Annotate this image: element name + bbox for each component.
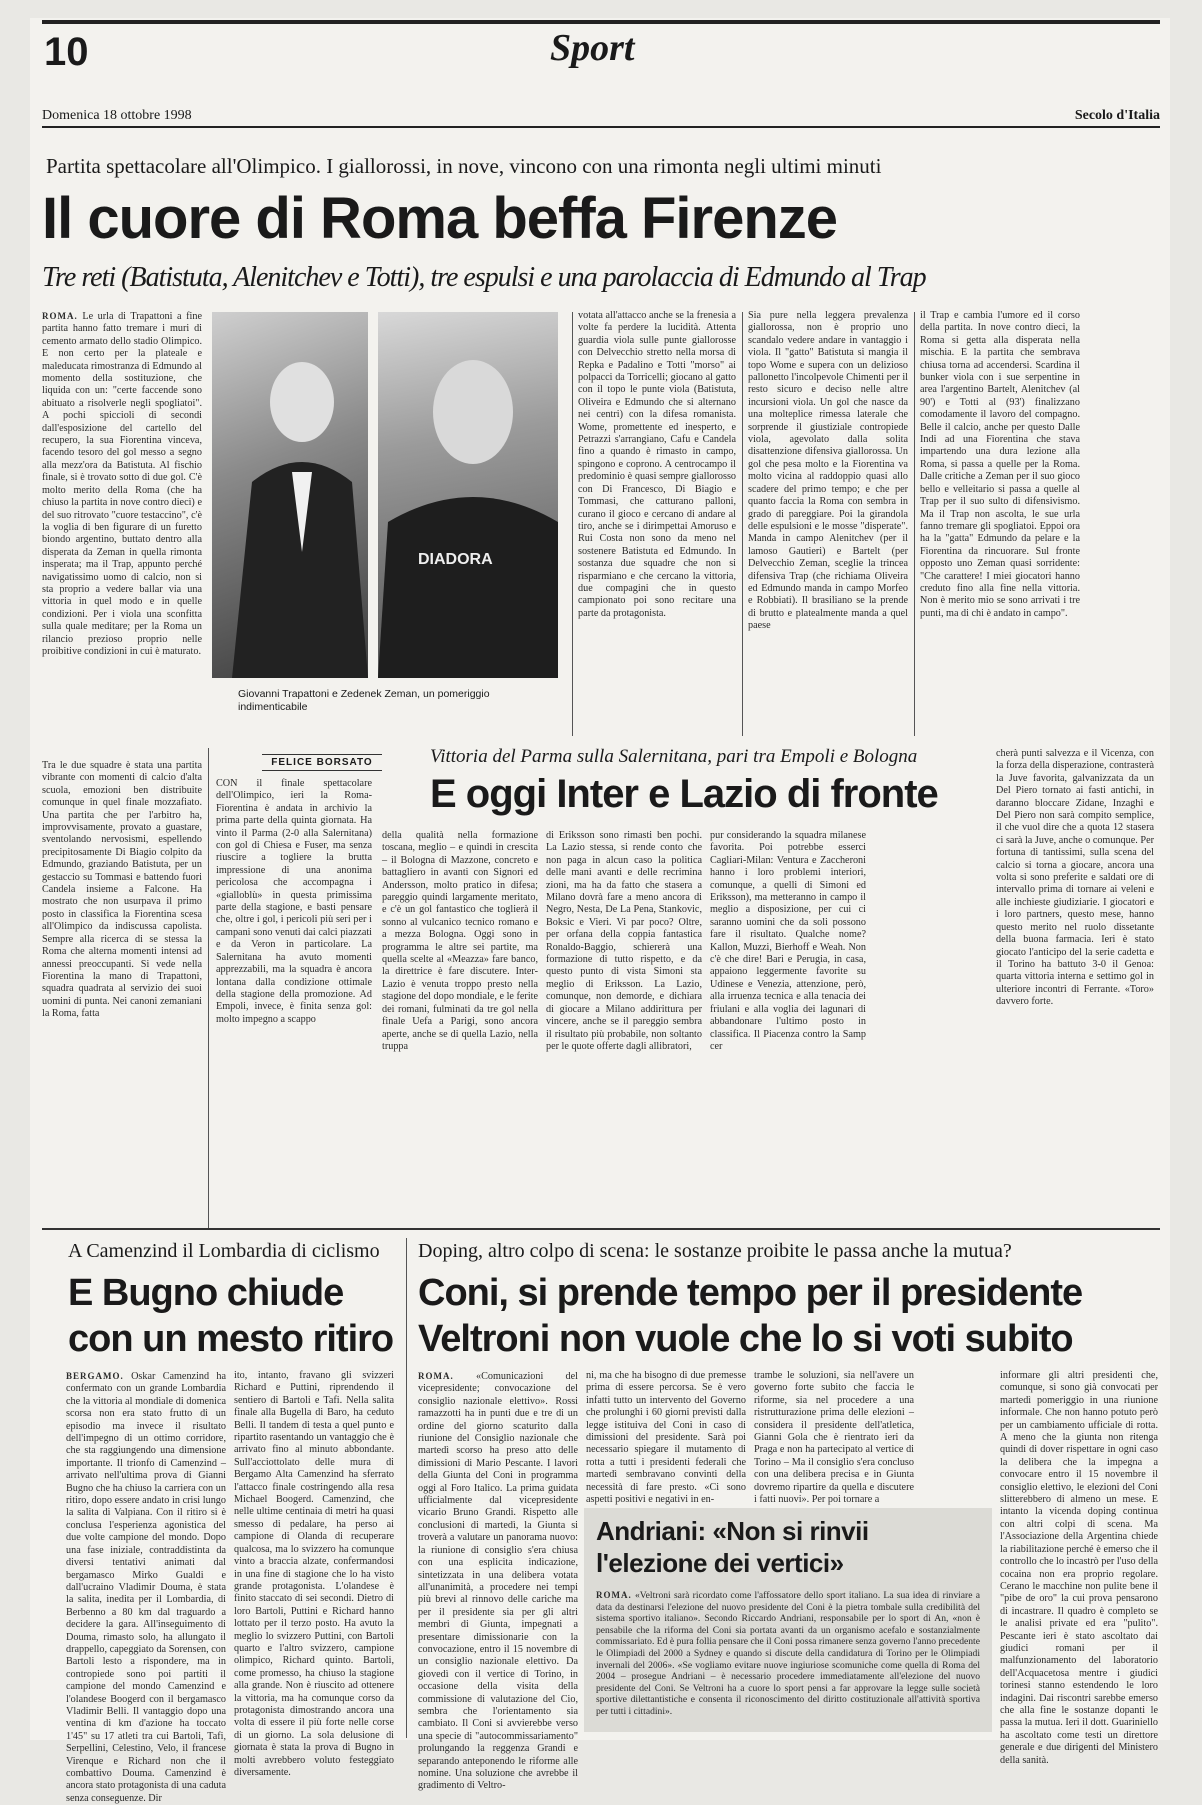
doping-column-2: ni, ma che ha bisogno di due premesse prima di essere percorsa. Se è vero infatti tutto un intervento del Governo che prolunghi i 60 giorni previsti dalla legge istituiva del Coni in caso di dimissioni del presidente. Sarà poi necessario spiegare il mutamento di rotta a tutti i presidenti federali che martedì sembravano convinti della necessità di fare presto. «Ci sono aspetti positivi e negativi in en- [586,1370,746,1506]
section-divider [42,1228,1160,1230]
cycling-col1-text: Oskar Camenzind ha confermato con un grande Lombardia che la vittoria al mondiale di domenica scorsa non era stato frutto di un episodio ma invece il risultato dell'impegno di un ottimo corridore, che sta raggiungendo una dimensione importante. Il trionfo di Camenzind – arrivato nell'ultima prova di Gianni Bugno che ha chiuso la carriera con un ritiro, dopo essere andato in crisi lungo la salita di Valpiana. Con il ritiro si è conclusa l'esperienza agonistica del due volte campione del mondo. Dopo una fase iniziale, contraddistinta da diversi tentativi animati dal bergamasco Mirko Gualdi e dall'ucraino Vladimir Douma, è stata la salita, inedita per il Lombardia, di Berbenno a 80 km dal traguardo a decidere la gara. All'inseguimento di Douma, rimasto solo, ha allungato il drappello, capeggiato da Sorensen, con Bartoli lesto a rispondere, ma in contropiede sono poi partiti il campione del mondo Camenzind e l'olandese Boogerd con il bergamasco Vladimir Belli. Il vantaggio dopo una ventina di km d'azione ha toccato 1'45" su 17 atleti tra cui Bartoli, Tafi, Serpellini, Celestino, Velo, il francese Virenque e Richard non che il combattivo Douma. Camenzind è ancora stato protagonista di una caduta senza conseguenze. Dir [66,1371,226,1804]
andriani-headline-2: l'elezione dei vertici» [596,1548,844,1578]
column-rule [572,312,573,736]
cycling-headline-1: E Bugno chiude [68,1272,344,1314]
lead-col1-text: Le urla di Trapattoni a fine partita hanno fatto tremare i muri di cemento armato dello stadio Olimpico. E non certo per la plateale e maleducata rimostranza di Edmundo al momento della sostituzione, che liquida con un: "certe faccende sono abituato a risolverle negli spogliatoi". A pochi spiccioli di secondi dall'esposizione del cartello del recupero, la sua Fiorentina vinceva, facendo tesoro del gol messo a segno alla mezz'ora da Batistuta. Al fischio finale, si è trovato sotto di due gol. C'è molto merito della Roma (che ha chiuso la partita in nove contro dieci) e del suo ritrovato "cuore testaccino", c'è la voglia di ben figurare di un furetto biondo argentino, buttato dentro alla disperata da Zeman in quella rimonta insperata; ma il Trap, appunto perché navigatissimo uomo di calcio, non si sta proprio a vedere ballar via una vittoria in quel modo e in quelle condizioni. Per i viola una sconfitta sulla quale meditare; per la Roma un rilancio prezioso proprio nelle proibitive condizioni in cui è maturato. [42,311,203,657]
second-headline: E oggi Inter e Lazio di fronte [430,772,938,816]
doping-column-1 [418,1370,578,1792]
doping-headline-1: Coni, si prende tempo per il presidente [418,1272,1083,1314]
photo-caption: Giovanni Trapattoni e Zedenek Zeman, un pomeriggio indimenticabile [238,688,490,713]
second-kicker: Vittoria del Parma sulla Salernitana, pari tra Empoli e Bologna [430,746,918,767]
andriani-body: «Veltroni sarà ricordato come l'affossatore dello sport italiano. La sua idea di rinviare a data da destinarsi l'elezione del nuovo presidente del Coni è la pietra tombale sulla credibilità del sistema sportivo italiano». Secondo Riccardo Andriani, responsabile per lo sport di An, «non è pensabile che la riforma del Coni sia portata avanti da un organismo acefalo e sostanzialmente commissariato. Ed è pura follia pensare che il Coni possa rimanere senza governo l'anno precedente le Olimpiadi del 2000 a Sydney e quando si discute della candidatura di Torino per le Olimpiadi invernali del 2006». «Se vogliamo evitare nuove ingiuriose scomuniche come quella di Roma del 2004 – prosegue Andriani – è necessario procedere immediatamente all'elezione del nuovo presidente del Coni. Se Veltroni ha a cuore lo sport pensi a far approvare la legge sulle società sportive dilettantistiche e consenta il riconoscimento del diritto costituzionale all'attività sportiva per tutti i cittadini». [596,1590,980,1717]
author-byline: FELICE BORSATO [262,754,382,771]
second-column-5: cherà punti salvezza e il Vicenza, con la forza della disperazione, contrasterà la Juve favorita, galvanizzata da un Del Piero tornato ai fasti antichi, in daranno bloccare Zidane, Inzaghi e Del Piero non sarà compito semplice, il che vuol dire che a quota 12 stasera ci sarà la Juve, anche o comunque. Per fortuna di tantissimi, sulla scena del calcio si torna a giocare, ancora una volta si sono preferite e saldati ore di intervallo prima di tornare ai veleni e alle inchieste giudiziarie. I giocatori e i loro partners, questo mese, hanno questo merito nel ruolo dissetante della buona farmacia. Ieri è stato giocato l'anticipo del la serie cadetta e il Torino ha battuto 3-0 il Genoa: quarta vittoria interna e settimo gol in ulteriore incontri di Ferrante. «Toro» davvero forte. [996,748,1154,1008]
column-rule [208,748,209,1228]
second-column-2: della qualità nella formazione toscana, meglio – e quindi in crescita – il Bologna di Mazzone, concreto e battagliero in avanti con Signori ed Andersson, molto pratico in difesa; pareggio quindi largamente meritato, e c'è un gol fantastico che toglierà il sonno al vulcanico tecnico romano e a mezza Bologna. Oggi sono in programma le altre sei partite, ma quella scelte al «Meazza» fare banco, la direttrice è fare discutere. Inter-Lazio è venuta troppo presto nella stagione del dopo mondiale, e le ferite dei romani, fulminati da tre gol nella finale Uefa a Parigi, sono ancora aperte, anche se di quella Lazio, nella truppa [382,830,538,1052]
photo-zeman-figure [378,312,558,678]
lead-kicker: Partita spettacolare all'Olimpico. I giallorossi, in nove, vincono con una rimonta negli ultimi minuti [46,154,882,178]
column-rule [914,312,915,736]
lead-dateline: ROMA. [42,311,78,321]
andriani-dateline: ROMA. [596,1590,632,1600]
andriani-headline-1: Andriani: «Non si rinvii [596,1516,869,1546]
lead-column-1 [42,310,202,756]
paper-name: Secolo d'Italia [1074,108,1160,123]
photo-trapattoni [212,312,368,678]
newspaper-page [30,18,1170,1804]
date-bar [42,108,1160,128]
doping-kicker: Doping, altro colpo di scena: le sostanze proibite le passa anche la mutua? [418,1240,1012,1262]
section-title [550,26,634,70]
lead-subheadline: Tre reti (Batistuta, Alenitchev e Totti), tre espulsi e una parolaccia di Edmundo al Trap [42,262,926,293]
cycling-column-2: ito, intanto, fravano gli svizzeri Richard e Puttini, riprendendo il sentiero di Bartoli e Tafi. Nella salita finale alla Bugella di Baro, ha ceduto Belli. Il tandem di testa a quel punto e ripartito rasentando un vantaggio che è arrivato fino al minuto abbondante. Sull'acciottolato delle mura di Bergamo Alta Camenzind ha sferrato l'attacco finale costringendo alla resa Michael Boogerd. Camenzind, che nelle ultime centinaia di metri ha quasi smesso di pedalare, ha perso ai campione di Olanda di recuperare qualcosa, ma lo svizzero ha comunque vinto a braccia alzate, confermandosi in una fine di stagione che lo ha visto grande protagonista. L'olandese è finito staccato di sei secondi. Dietro di loro Bartoli, Puttini e Richard hanno lottato per il terzo posto. Ha avuto la meglio lo svizzero Puttini, con Bartoli quarto e l'altro svizzero, campione olimpico, Richard quinto. Bartoli, come promesso, ha chiuso la stagione alla grande. Non è riuscito ad ottenere la vittoria, ma ha comunque corso da protagonista dimostrando ancora una volta di essere il più forte nelle corse di un giorno. La sola delusione di giornata è stata la prova di Bugno in molti avrebbero voluto festeggiato diversamente. [234,1370,394,1778]
cycling-dateline: BERGAMO. [66,1371,124,1381]
lead-column-4: il Trap e cambia l'umore ed il corso della partita. In nove contro dieci, la Roma si getta alla disperata nella mischia. E la partita che sembrava chiusa torna ad accendersi. Scardina il bunker viola con i sue serpentine in area l'argentino Bartelt, Alenitchev (al 90') e Totti al (93') finalizzano comodamente il lavoro del compagno. Belle il calcio, anche per questo Dalle Indi ad una Fiorentina che stava impartendo una dura lezione alla Roma, si passa a quelle per la Roma. Dalle critiche a Zeman per il suo gioco bello e velleitario si passa a quelle al Trap per il suo sulto di difensivismo. Ma il Trap non ascolta, le sue urla fanno tremare gli spogliatoi. Eppoi ora ha la "gatta" Edmundo da pelare e la Fiorentina da rincuorare. Sul fronte opposto uno Zeman quasi sorridente: "Che carattere! I miei giocatori hanno creduto fino alla fine nella vittoria. Non è merito mio se sono arrivati i tre punti, ma di chi è andato in campo". [920,310,1080,619]
photo-zeman [378,312,558,678]
top-rule [42,20,1160,24]
cycling-column-1 [66,1370,226,1804]
andriani-text [596,1590,980,1728]
photo-trapattoni-figure [212,312,368,678]
lead-column-3: Sia pure nella leggera prevalenza giallorossa, non è proprio uno scandalo vedere andare in vantaggio i viola. Il "gatto" Batistuta si mangia il topo Wome e supera con un delizioso pallonetto l'incolpevole Chimenti per il resto sicuro e deciso nelle altre incursioni viola. Un gol che nasce da una molteplice rimessa laterale che sorprende il giustiziale contropiede viola, agevolato dalla solita disattenzione difensiva giallorossa. Un gol che pesa molto e la Fiorentina va molto vicina al raddoppio quasi allo scadere del primo tempo; e che per quanto faccia la Roma con sembra in grado di pareggiare. Poi la girandola delle espulsioni e le mosse "disperate". Manda in campo Alenitchev (per il lamoso Gautieri) e Bartelt (per Delvecchio Zeman, sceglie la trincea difensiva Trap (che richiama Oliveira ed Edmundo manda in campo Morfeo e Robbiati). Il brasiliano se la prende di brutto e platealmente manda a quel paese [748,310,908,632]
doping-dateline: ROMA. [418,1371,454,1381]
svg-text:DIADORA: DIADORA [418,551,493,568]
column-rule [742,312,743,736]
page-number: 10 [44,30,89,74]
doping-column-4: informare gli altri presidenti che, comunque, si sono già convocati per martedì pomeriggio in una riunione informale. Che non hanno potuto però per un cambiamento ufficiale di rotta. A meno che la giunta non ritenga quindi di dover rispettare in ogni caso la delibera che la impegna a convocare entro il 15 novembre il consiglio elettivo, le elezioni del Coni slitterebbero di almeno un mese. E intanto la vicenda doping continua con altri colpi di scena. Ma l'Associazione della Argentina chiede la riabilitazione perché è emerso che il controllo che lo incastrò per l'uso della cocaina non era proprio regolare. Cerano le macchine non pulite bene il "pibe de oro" la cui prova pensarono di incastrare. Il quadro è completo se le analisi private ed era "pulito". Pescante ieri è stato ascoltato dai giudici romani per il malfunzionamento del laboratorio dell'Acquacetosa mentre i giudici torinesi stanno estendendo le loro indagini. Dai riscontri sarebbe emerso che alla fine le sostanze dopanti le passa la mutua. Ieri il dott. Guariniello ha ascoltato come testi un direttore generale e due dirigenti del Ministero della sanità. [1000,1370,1158,1766]
lead-column-1b: Tra le due squadre è stata una partita vibrante con momenti di calcio d'alta scuola, emozioni ben distribuite comunque in quel finale mozzafiato. Una partita che per l'arbitro ha, improvvisamente, provato a guastare, sventolando nervosismi, espellendo precipitosamente Di Biagio colpito da Edmundo, graziando Batistuta, per un gestaccio su Tommasi e battendo fuori Candela insieme a Falcone. Ha mostrato che non usurpava il primo posto in classifica la Fiorentina scesa all'Olimpico da indiscussa capolista. Sempre alla ricerca di se stessa la Roma che alterna momenti intensi ad annessi preoccupanti. Si vede nella Fiorentina la mano di Trapattoni, squadra quadrata al servizio dei suoi uomini di punta. Nei canoni zemaniani la Roma, fatta [42,760,202,1020]
cycling-kicker: A Camenzind il Lombardia di ciclismo [68,1240,380,1262]
second-column-1: CON il finale spettacolare dell'Olimpico, ieri la Roma-Fiorentina è andata in archivio la prima parte della quinta giornata. Ha vinto il Parma (2-0 alla Salernitana) con gol di Chiesa e Fuser, ma senza riuscire a togliere la brutta impressione di una anonima pericolosa che accompagna i «gialloblù» in questa primissima parte della stagione, e basti pensare che, oltre i gol, i pericoli più seri per i campani sono venuti dai calci piazzati e da Veron in particolare. La Salernitana ha avuto momenti apprezzabili, ma la squadra è ancora lontana dalla condizione ottimale della stagione della promozione. Ad Empoli, invece, è finita senza gol: molto impegno a scappo [216,778,372,1025]
lead-column-2: votata all'attacco anche se la frenesia a volte fa perdere la lucidità. Attenta guardia viola sulle punte giallorosse con Delvecchio stretto nella morsa di Repka e Padalino e Totti "morso" ai polpacci da Torricelli; giocano al gatto con il topo le punte viola (Batistuta, Oliveira e Edmundo che si alternano nei centri) con la difesa romanista. Wome, promettente ed inesperto, e Petrazzi s'arrangiano, Cafu e Candela fino a quando è rimasto in campo, spingono e coprono. A centrocampo il predominio è quasi sempre giallorosso con Di Francesco, Di Biagio e Tommasi, che catturano palloni, curano il gioco e cercano di andare al tiro, anche se i dirimpettai Amoruso e Rui Costa non sono da meno nel sostenere Batistuta ed Edmundo. In sostanza due squadre che non si risparmiano e che cercano la vittoria, due compagini che in questo campionato poi sono recitare una parte da protagonista. [578,310,736,619]
doping-col1-text: «Comunicazioni del vicepresidente; convocazione del consiglio nazionale elettivo». Rossi ramazzotti ha in punti due e tre di un ordine del giorno scaturito dalla riunione del Consiglio nazionale che martedì scorso ha preso atto delle dimissioni di Mario Pescante. I lavori della Giunta del Coni in programma oggi al Foro Italico. La prima guidata ufficialmente dal vicepresidente vicario Bruno Grandi. Rispetto alle conclusioni di martedì, la Giunta si troverà a valutare un panorama nuovo: la riunione di consiglio s'era chiusa con una esplicita indicazione, sintetizzata in una delibera votata all'unanimità, a procedere nei tempi più brevi al rinnovo delle cariche ma per il presidente sia per gli altri membri di Giunta, impegnati a presentare dimissionarie con la convocazione, entro il 15 novembre di un consiglio nazionale elettivo. Da giovedì con il vertice di Torino, in occasione della visita della commissione di valutazione del Cio, sembra che l'orientamento sia cambiato. Il Coni si avvierebbe verso una specie di "autocommissariamento" prolungando la reggenza Grandi e separando anteponendo le riforme alle nomine. Una soluzione che avrebbe il gradimento di Veltro- [418,1371,578,1792]
lead-headline: Il cuore di Roma beffa Firenze [42,186,838,251]
second-column-4: pur considerando la squadra milanese favorita. Poi potrebbe esserci Cagliari-Milan: Ventura e Zaccheroni hanno i loro problemi interiori, comunque, a quelli di Simoni ed Eriksson), ma metteranno in campo il meglio a disposizione, per cui ci saranno uomini che da soli possono fare il risultato. Qualche nome? Kallon, Muzzi, Bierhoff e Weah. Non c'è che dire! Bari e Perugia, in casa, appaiono leggermente favorite su Udinese e Venezia, attenzione, però, alla irruenza tecnica e alla tenacia dei friulani e alla voglia dei lagunari di abbandonare l'ultimo posto in classifica. Il Piacenza contro la Samp cer [710,830,866,1052]
section-title-text: Sport [550,27,635,69]
doping-column-3: trambe le soluzioni, sia nell'avere un governo forte subito che faccia le riforme, sia nel procedere a una ristrutturazione prima delle elezioni – considera il presidente dell'atletica, Gianni Gola che è rientrato ieri da Praga e non ha partecipato al vertice di Torino – Ma il consiglio s'era concluso con una delibera precisa e in Giunta dovremo ripartire da quella e discutere i fatti nuovi». Per poi tornare a [754,1370,914,1506]
doping-headline-2: Veltroni non vuole che lo si voti subito [418,1318,1073,1360]
cycling-headline-2: con un mesto ritiro [68,1318,394,1360]
issue-date: Domenica 18 ottobre 1998 [42,108,192,123]
column-rule [406,1238,407,1738]
second-column-3: di Eriksson sono rimasti ben pochi. La Lazio stessa, si rende conto che non paga in alcun caso la politica delle mani avanti e delle recrimina zioni, ma ha da fatto che stasera a Milano dovrà fare a meno ancora di Negro, Nesta, De La Pena, Stankovic, Boksic e Vieri. Vi par poco? Oltre, per orfana della coppia fantastica Ronaldo-Baggio, schiererà una formazione di tutto rispetto, e da questo punto di vista Simoni sta meglio di Eriksson. La Lazio, comunque, non demorde, e dichiara di giocare a Milano addirittura per vincere, anche se il pareggio sembra il risultato più probabile, non soltanto per le quote offerte dagli allibratori, [546,830,702,1052]
